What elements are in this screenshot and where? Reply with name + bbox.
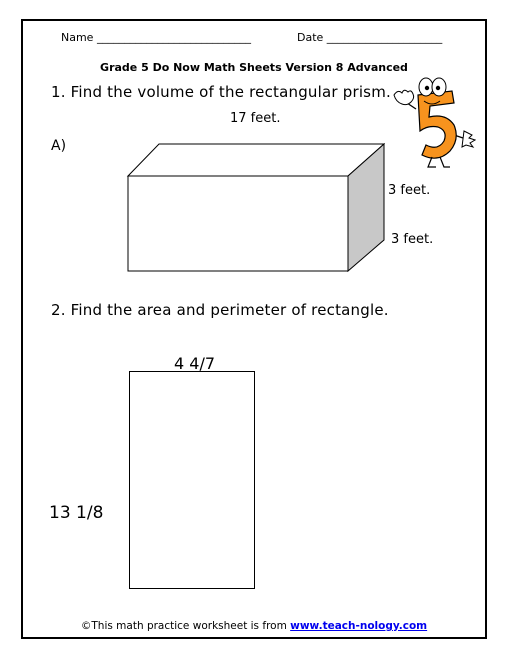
prism-front-face (128, 176, 348, 271)
option-a-label: A) (51, 138, 67, 154)
prism-width-label: 3 feet. (391, 232, 434, 247)
question-2-text: 2. Find the area and perimeter of rectangle. (51, 301, 389, 319)
prism-height-label: 3 feet. (388, 183, 431, 198)
rectangular-prism (123, 139, 385, 273)
worksheet (21, 19, 487, 639)
footer-credit-text: ©This math practice worksheet is from (80, 620, 291, 632)
prism-length-label: 17 feet. (230, 111, 281, 126)
question-1-text: 1. Find the volume of the rectangular prism. (51, 83, 391, 101)
rectangle-shape (129, 371, 255, 589)
teach-nology-link[interactable]: www.teach-nology.com (290, 620, 428, 632)
prism-top-face (128, 144, 384, 176)
worksheet-title: Grade 5 Do Now Math Sheets Version 8 Advanced (100, 61, 408, 74)
number-five-cartoon-icon (388, 69, 476, 169)
name-field-label: Name ____________________________ (61, 31, 251, 44)
footer-credit (23, 620, 485, 632)
rectangle-height-label: 13 1/8 (49, 503, 104, 523)
rectangle-width-label: 4 4/7 (174, 354, 216, 373)
date-field-label: Date _____________________ (297, 31, 443, 44)
